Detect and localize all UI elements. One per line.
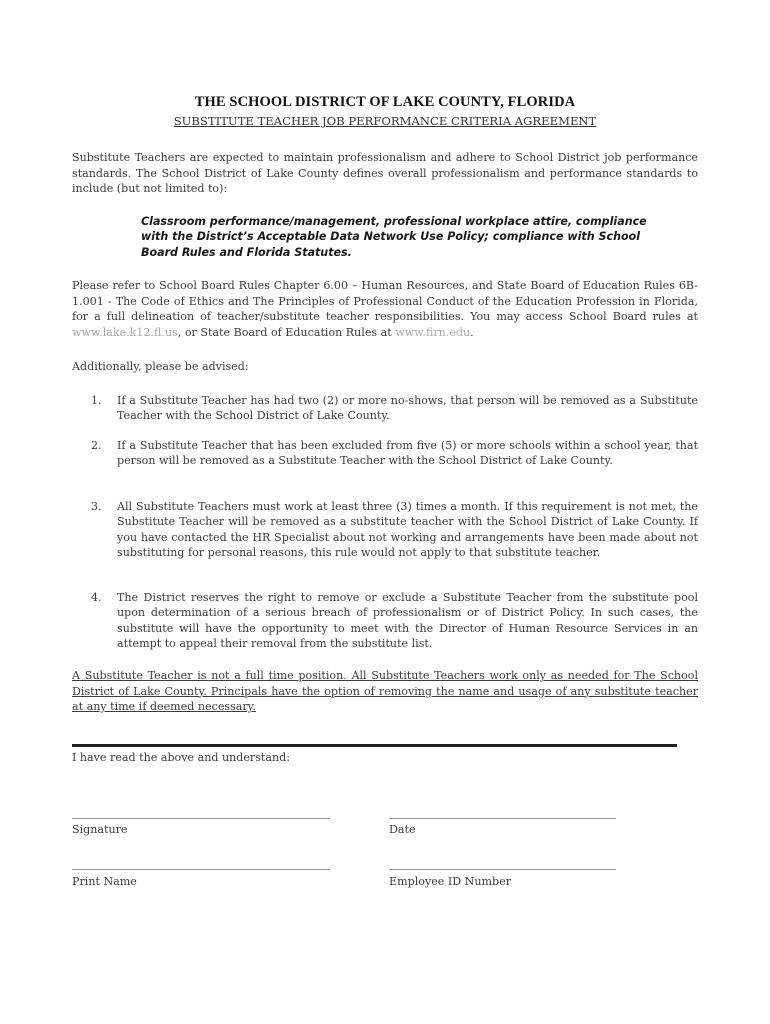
list-item-text: If a Substitute Teacher that has been excluded from five (5) or more schools within a school year, that person will be removed as a Substitute Teacher with the School District of Lake County.	[117, 439, 698, 468]
additionally-text: Additionally, please be advised:	[72, 360, 249, 373]
page-subtitle: SUBSTITUTE TEACHER JOB PERFORMANCE CRITERIA AGREEMENT	[173, 114, 597, 128]
list-item	[91, 499, 698, 560]
date-label: Date	[389, 823, 416, 836]
refer-text-middle: , or State Board of Education Rules at	[177, 325, 396, 339]
list-item-number: 1.	[91, 394, 102, 407]
list-item-text: All Substitute Teachers must work at least three (3) times a month. If this requirement is not met, the Substitute Teacher will be removed as a substitute teacher with the School District of Lake County. If you have contacted the HR Specialist about not working and arrangements have been made about not substituting for personal reasons, this rule would not apply to that substitute teacher.	[117, 500, 698, 559]
page-title: THE SCHOOL DISTRICT OF LAKE COUNTY, FLORIDA	[194, 94, 576, 110]
print-name-label: Print Name	[72, 875, 137, 888]
list-item-number: 3.	[91, 500, 102, 513]
acknowledge-text: I have read the above and understand:	[72, 751, 290, 764]
state-board-link[interactable]: www.firn.edu	[395, 325, 471, 339]
section-divider	[72, 744, 677, 747]
employee-id-line[interactable]	[389, 869, 616, 870]
notice-paragraph: A Substitute Teacher is not a full time position. All Substitute Teachers work only as needed for The School District of Lake County. Principals have the option of removing the name and usage of any substitute teacher at any time if deemed necessary.	[72, 669, 698, 713]
intro-paragraph: Substitute Teachers are expected to maintain professionalism and adhere to School District job performance standards. The School District of Lake County defines overall professionalism and performance standards to include (but not limited to):	[72, 151, 698, 195]
refer-text-before: Please refer to School Board Rules Chapter 6.00 – Human Resources, and State Board of Education Rules 6B-1.001 - The Code of Ethics and The Principles of Professional Conduct of the Education Profession in Florida, for a full delineation of teacher/substitute teacher responsibilities. You may access School Board rules at	[72, 279, 698, 323]
list-item-number: 4.	[91, 591, 102, 604]
list-item	[91, 438, 698, 469]
list-item	[91, 590, 698, 651]
list-item	[91, 393, 698, 424]
refer-text-after: .	[470, 325, 474, 339]
signature-label: Signature	[72, 823, 128, 836]
print-name-line[interactable]	[72, 869, 330, 870]
date-line[interactable]	[389, 818, 616, 819]
signature-line[interactable]	[72, 818, 330, 819]
performance-criteria: Classroom performance/management, professional workplace attire, compliance with the District’s Acceptable Data Network Use Policy; compliance with School Board Rules and Florida Statutes.	[141, 215, 647, 259]
employee-id-label: Employee ID Number	[389, 875, 512, 888]
refer-paragraph	[72, 278, 698, 340]
list-item-number: 2.	[91, 439, 102, 452]
school-board-link[interactable]: www.lake.k12.fl.us	[72, 325, 178, 339]
list-item-text: If a Substitute Teacher has had two (2) or more no-shows, that person will be removed as a Substitute Teacher with the School District of Lake County.	[117, 394, 698, 423]
list-item-text: The District reserves the right to remove or exclude a Substitute Teacher from the substitute pool upon determination of a serious breach of professionalism or of District Policy. In such cases, the substitute will have the opportunity to meet with the Director of Human Resource Services in an attempt to appeal their removal from the substitute list.	[117, 591, 698, 650]
